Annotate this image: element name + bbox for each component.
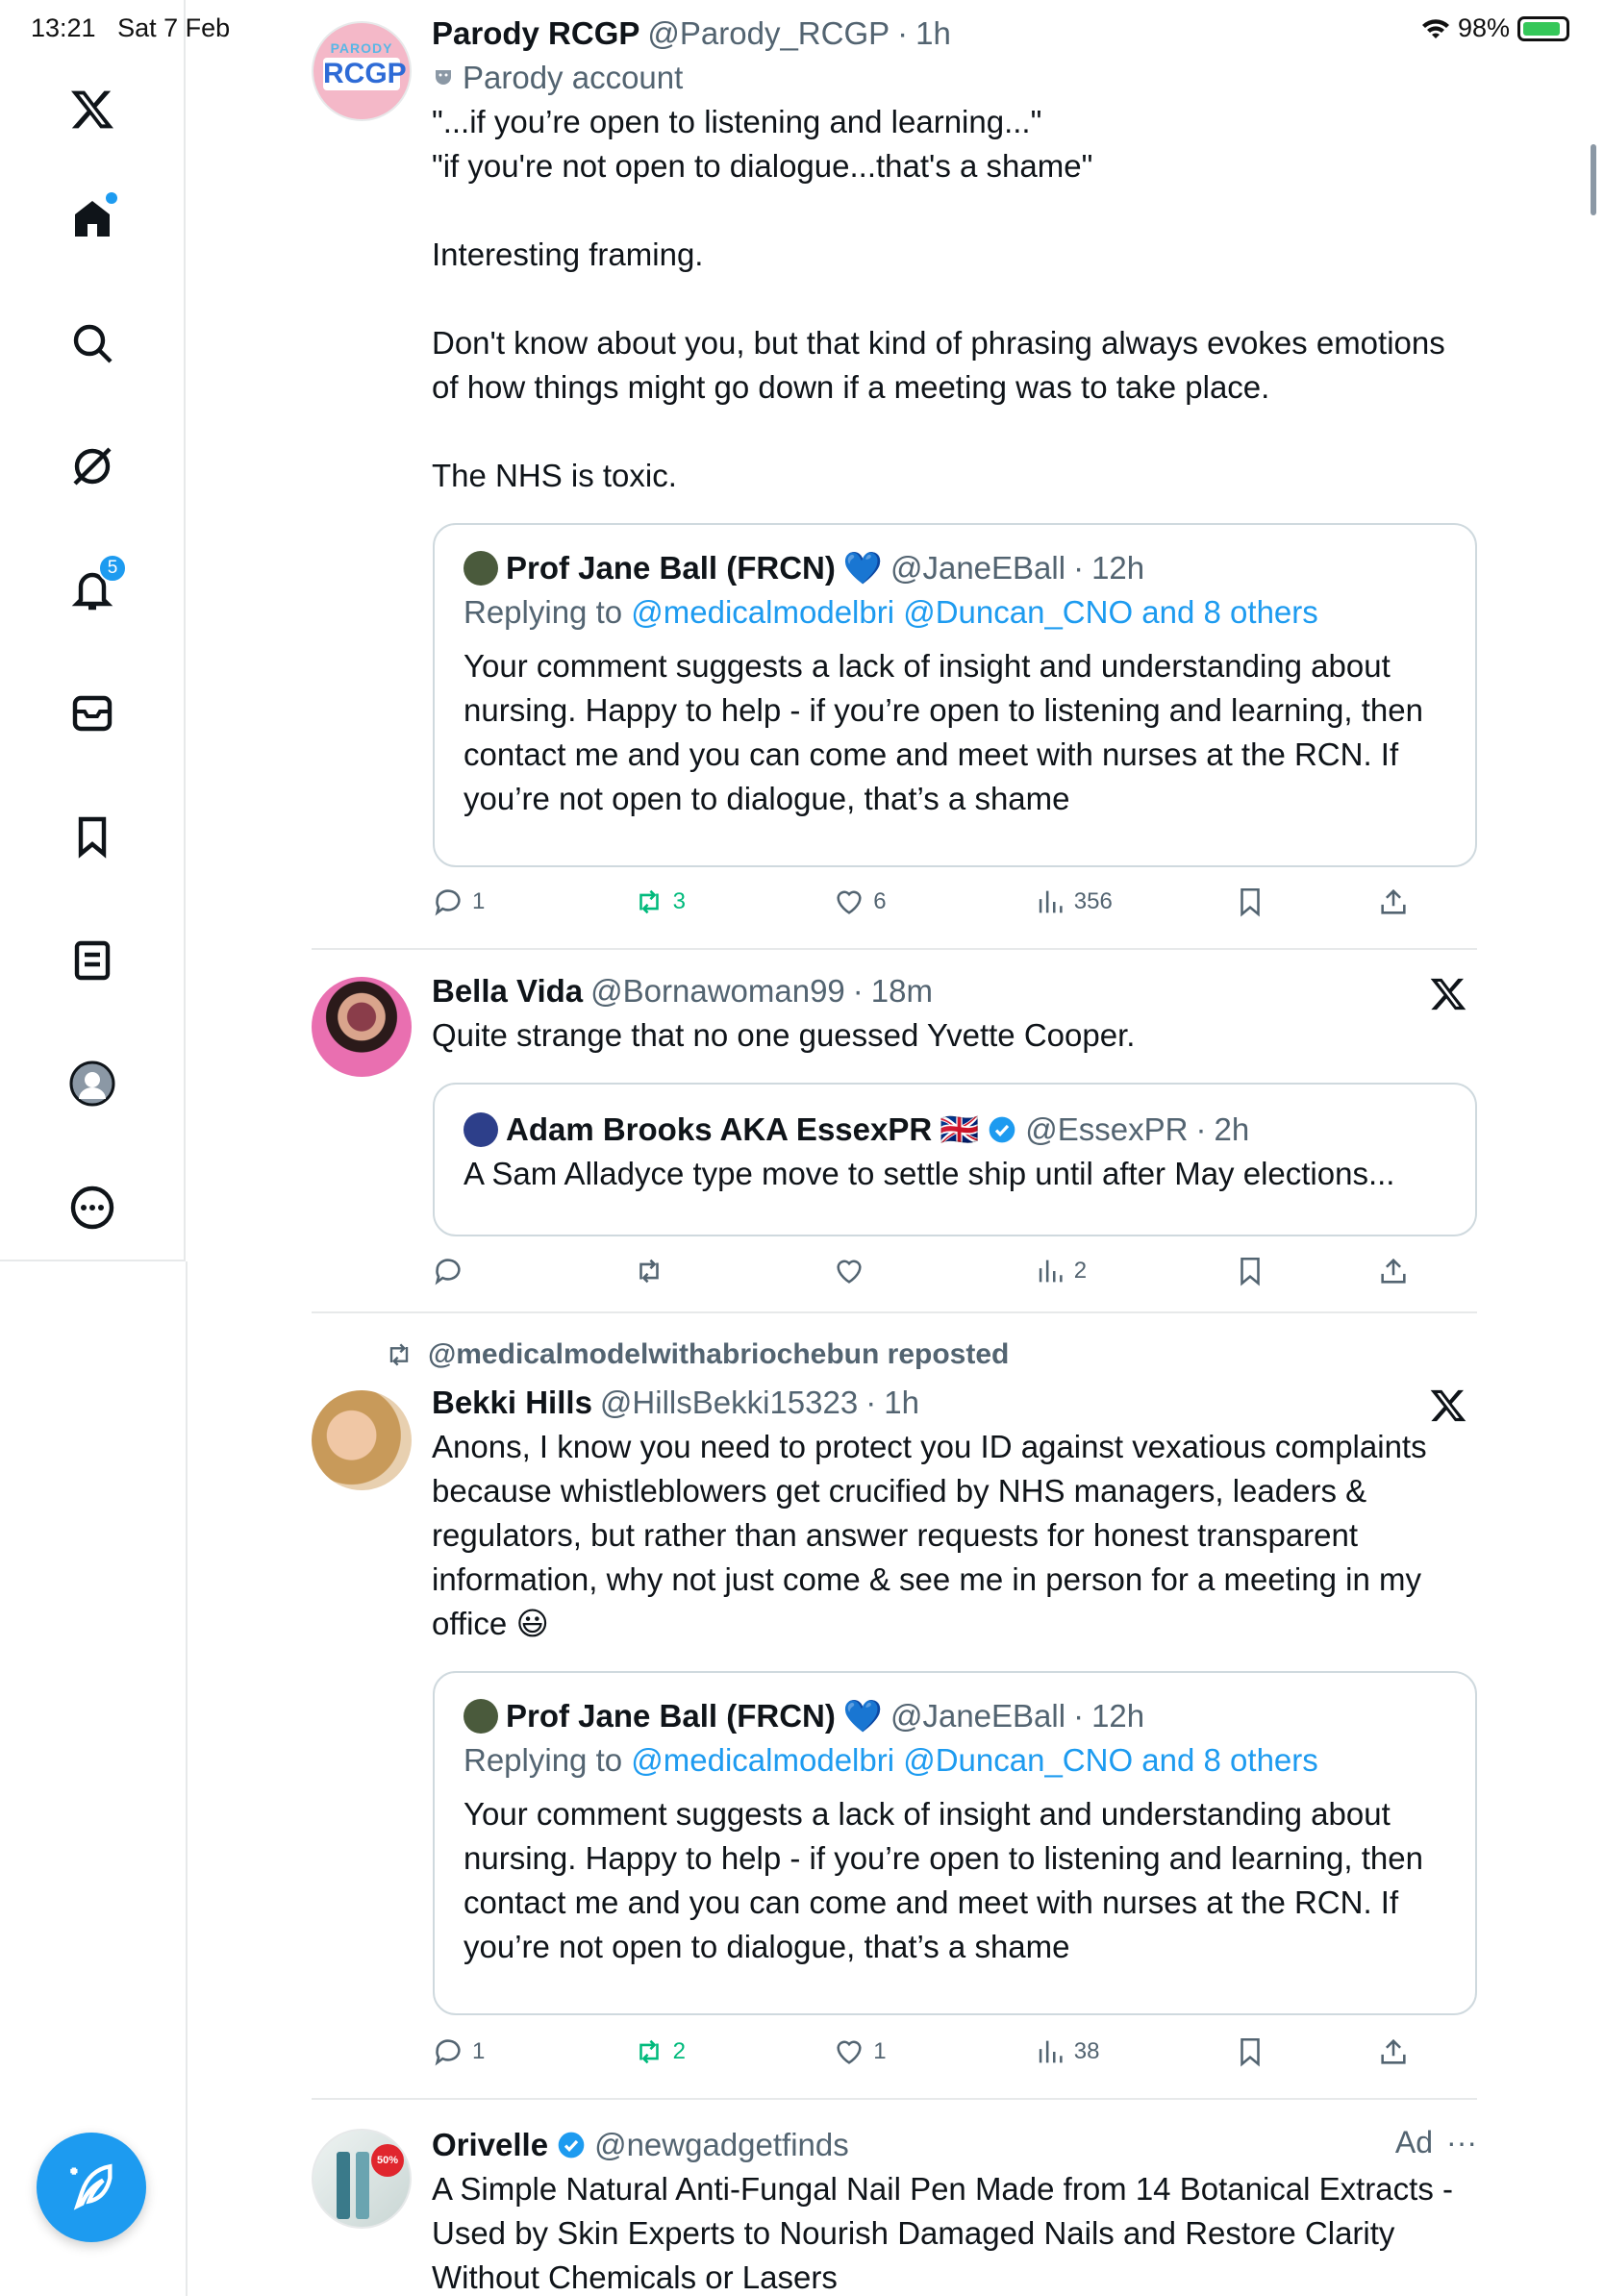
- share-icon: [1377, 886, 1410, 918]
- reply-icon: [432, 2035, 464, 2068]
- tweet-actions: [432, 1250, 1410, 1292]
- bookmark-icon: [1234, 2035, 1266, 2068]
- tweet-header: [432, 1381, 1477, 1425]
- avatar[interactable]: [312, 977, 412, 1077]
- reply-icon: [432, 1255, 464, 1287]
- quote-time: 12h: [1091, 550, 1145, 586]
- views-chart-icon: [1034, 886, 1066, 918]
- quote-header: [464, 546, 1450, 590]
- avatar[interactable]: [312, 2129, 412, 2229]
- quote-avatar: [464, 1699, 498, 1734]
- author-handle[interactable]: @newgadgetfinds: [594, 2127, 849, 2162]
- like-count: 1: [873, 2038, 887, 2064]
- quote-text: A Sam Alladyce type move to settle ship until after May elections...: [464, 1156, 1395, 1191]
- ad-label: Ad: [1394, 2125, 1434, 2159]
- tweet-bekki-hills[interactable]: [312, 1313, 1477, 2100]
- repost-button[interactable]: [633, 886, 777, 918]
- reply-count: 1: [472, 2038, 486, 2064]
- avatar-text-top: PARODY: [330, 40, 393, 56]
- reply-button[interactable]: [432, 886, 576, 918]
- bookmark-button[interactable]: [1234, 2035, 1320, 2068]
- quote-author-name: Prof Jane Ball (FRCN): [506, 1698, 836, 1734]
- quote-author-handle: @JaneEBall: [890, 1698, 1066, 1734]
- author-name[interactable]: Bella Vida: [432, 973, 584, 1009]
- heart-icon: [833, 886, 865, 918]
- repost-icon: [633, 886, 665, 918]
- status-date: Sat 7 Feb: [117, 13, 231, 42]
- quoted-tweet[interactable]: [433, 523, 1477, 867]
- share-button[interactable]: [1377, 886, 1410, 918]
- grok-icon: [69, 443, 115, 489]
- status-battery-percent: 98%: [1457, 13, 1510, 42]
- status-time: 13:21: [31, 13, 96, 42]
- tweet-orivelle-ad[interactable]: [312, 2100, 1477, 2296]
- compose-post-button[interactable]: [37, 2133, 146, 2242]
- dot-separator: ·: [865, 1385, 877, 1420]
- tweet-text: "...if you’re open to listening and learning..." "if you're not open to dialogue...that's a shame" Interesting framing. Don't know about you, but that kind of phrasing always evokes emotions of how things might go down if a meeting was to take place. The NHS is toxic.: [432, 104, 1445, 493]
- sidebar-divider: [186, 1261, 188, 2296]
- views-button[interactable]: [1034, 1255, 1178, 1287]
- tweet-text: A Simple Natural Anti-Fungal Nail Pen Made from 14 Botanical Extracts - Used by Skin Experts to Nourish Damaged Nails and Restore Clarity Without Chemicals or Lasers: [432, 2171, 1463, 2295]
- like-button[interactable]: [833, 2035, 977, 2068]
- discount-badge: 50%: [371, 2144, 404, 2177]
- reply-button[interactable]: [432, 1255, 576, 1287]
- like-button[interactable]: [833, 1255, 977, 1287]
- sidebar-item-lists[interactable]: [62, 930, 123, 991]
- list-icon: [69, 937, 115, 984]
- dot-separator: ·: [897, 15, 909, 51]
- tweet-header: [432, 969, 1477, 1013]
- share-button[interactable]: [1377, 2035, 1410, 2068]
- quote-author-name: Adam Brooks AKA EssexPR: [506, 1111, 933, 1147]
- views-button[interactable]: [1034, 2035, 1178, 2068]
- sidebar-item-explore[interactable]: [62, 312, 123, 374]
- replying-prefix: Replying to: [464, 1742, 623, 1778]
- repost-icon: [384, 1339, 414, 1370]
- reply-button[interactable]: [432, 2035, 576, 2068]
- dot-separator: ·: [1195, 1111, 1207, 1147]
- views-chart-icon: [1034, 1255, 1066, 1287]
- view-count: 38: [1073, 2038, 1100, 2064]
- author-handle[interactable]: @Bornawoman99: [590, 973, 845, 1009]
- quote-time: 2h: [1214, 1111, 1250, 1147]
- author-name[interactable]: Orivelle: [432, 2127, 549, 2162]
- repost-indicator: [384, 1338, 1009, 1371]
- blue-heart-emoji: 💙: [842, 550, 883, 586]
- bookmark-button[interactable]: [1234, 1255, 1320, 1287]
- reply-icon: [432, 886, 464, 918]
- sidebar-item-bookmarks[interactable]: [62, 806, 123, 867]
- dot-separator: ·: [852, 973, 864, 1009]
- quote-avatar: [464, 1112, 498, 1147]
- sidebar-item-notifications[interactable]: [62, 560, 123, 621]
- quote-header: [464, 1108, 1450, 1152]
- heart-icon: [833, 2035, 865, 2068]
- heart-icon: [833, 1255, 865, 1287]
- like-button[interactable]: [833, 886, 977, 918]
- view-count: 356: [1073, 888, 1113, 914]
- quote-author-name: Prof Jane Ball (FRCN): [506, 550, 836, 586]
- avatar[interactable]: [312, 21, 412, 121]
- more-circle-icon: [69, 1185, 115, 1231]
- sidebar-nav: [0, 0, 186, 1261]
- bookmark-icon: [1234, 1255, 1266, 1287]
- avatar[interactable]: [312, 1390, 412, 1490]
- replying-links[interactable]: @medicalmodelbri @Duncan_CNO and 8 others: [631, 1742, 1318, 1778]
- replying-prefix: Replying to: [464, 594, 623, 630]
- quote-time: 12h: [1091, 1698, 1145, 1734]
- share-icon: [1377, 2035, 1410, 2068]
- quote-text: Your comment suggests a lack of insight and understanding about nursing. Happy to help - if you’re open to listening and learning, then contact me and you can come and meet with nurses at the RCN. If you’re not open to dialogue, that’s a shame: [464, 1796, 1433, 1964]
- share-button[interactable]: [1377, 1255, 1410, 1287]
- home-unread-dot: [106, 192, 117, 204]
- parody-mask-icon: [432, 66, 455, 89]
- avatar-text: RCGP: [323, 58, 407, 89]
- parody-label-row: [432, 56, 1477, 100]
- sidebar-item-messages[interactable]: [62, 683, 123, 744]
- author-name[interactable]: Parody RCGP: [432, 15, 640, 51]
- notification-badge: 5: [98, 554, 127, 583]
- tweet-text: Quite strange that no one guessed Yvette Cooper.: [432, 1017, 1136, 1053]
- tweet-time[interactable]: 1h: [915, 15, 951, 51]
- sidebar-item-more[interactable]: [62, 1177, 123, 1238]
- tweet-actions: [432, 881, 1410, 923]
- tweet-text: Anons, I know you need to protect you ID against vexatious complaints because whistleblowers get crucified by NHS managers, leaders & regulators, but rather than answer requests for honest transparent information, why not just come & see me in person for a meeting in my office 😃: [432, 1429, 1436, 1641]
- sidebar-item-home[interactable]: [62, 188, 123, 250]
- product-pen-shape: [337, 2152, 350, 2219]
- tweet-bella-vida[interactable]: [312, 950, 1477, 1313]
- views-button[interactable]: [1034, 886, 1178, 918]
- dot-separator: ·: [1073, 1698, 1085, 1734]
- repost-count: 2: [672, 2038, 686, 2064]
- bookmark-button[interactable]: [1234, 886, 1320, 918]
- repost-count: 3: [672, 888, 686, 914]
- tweet-header: [432, 2123, 1477, 2167]
- quoted-tweet[interactable]: [433, 1671, 1477, 2015]
- replying-to: [464, 590, 1450, 635]
- repost-button[interactable]: [633, 1255, 777, 1287]
- battery-icon: [1517, 16, 1569, 41]
- quote-text: Your comment suggests a lack of insight and understanding about nursing. Happy to help - if you’re open to listening and learning, then contact me and you can come and meet with nurses at the RCN. If you’re not open to dialogue, that’s a shame: [464, 648, 1433, 816]
- view-count: 2: [1073, 1258, 1088, 1284]
- product-pen-shape: [356, 2152, 369, 2219]
- author-handle[interactable]: @HillsBekki15323: [599, 1385, 859, 1420]
- replying-links[interactable]: @medicalmodelbri @Duncan_CNO and 8 others: [631, 594, 1318, 630]
- quote-author-handle: @JaneEBall: [890, 550, 1066, 586]
- quoted-tweet[interactable]: [433, 1083, 1477, 1236]
- verified-badge-icon: [987, 1114, 1017, 1145]
- repost-by-text[interactable]: @medicalmodelwithabriochebun reposted: [428, 1338, 1010, 1370]
- bookmark-icon: [69, 813, 115, 860]
- like-count: 6: [873, 888, 887, 914]
- tweet-time[interactable]: 1h: [884, 1385, 919, 1420]
- search-icon: [69, 320, 115, 366]
- quote-avatar: [464, 551, 498, 586]
- dot-separator: ·: [1073, 550, 1085, 586]
- replying-to: [464, 1738, 1450, 1783]
- tweet-header: [432, 12, 1477, 56]
- repost-icon: [633, 2035, 665, 2068]
- profile-avatar-icon: [69, 1061, 115, 1107]
- reply-count: 1: [472, 888, 486, 914]
- sidebar-item-grok[interactable]: [62, 436, 123, 497]
- views-chart-icon: [1034, 2035, 1066, 2068]
- repost-icon: [633, 1255, 665, 1287]
- quote-author-handle: @EssexPR: [1025, 1111, 1189, 1147]
- bookmark-icon: [1234, 886, 1266, 918]
- scrollbar[interactable]: [1591, 144, 1596, 215]
- repost-button[interactable]: [633, 2035, 777, 2068]
- verified-badge-icon: [556, 2130, 587, 2160]
- author-handle[interactable]: @Parody_RCGP: [647, 15, 890, 51]
- x-logo-icon[interactable]: [62, 79, 123, 140]
- ad-more-button[interactable]: ···: [1446, 2125, 1477, 2159]
- compose-feather-icon: [63, 2159, 119, 2215]
- sidebar-item-profile[interactable]: [62, 1053, 123, 1114]
- mail-icon: [69, 690, 115, 736]
- author-name[interactable]: Bekki Hills: [432, 1385, 592, 1420]
- tweet-parody-rcgp[interactable]: [312, 0, 1477, 950]
- blue-heart-emoji: 💙: [842, 1698, 883, 1734]
- share-icon: [1377, 1255, 1410, 1287]
- tweet-time[interactable]: 18m: [870, 973, 933, 1009]
- tweet-actions: [432, 2031, 1410, 2073]
- parody-label: Parody account: [463, 60, 684, 95]
- quote-header: [464, 1694, 1450, 1738]
- uk-flag-emoji: 🇬🇧: [940, 1111, 980, 1147]
